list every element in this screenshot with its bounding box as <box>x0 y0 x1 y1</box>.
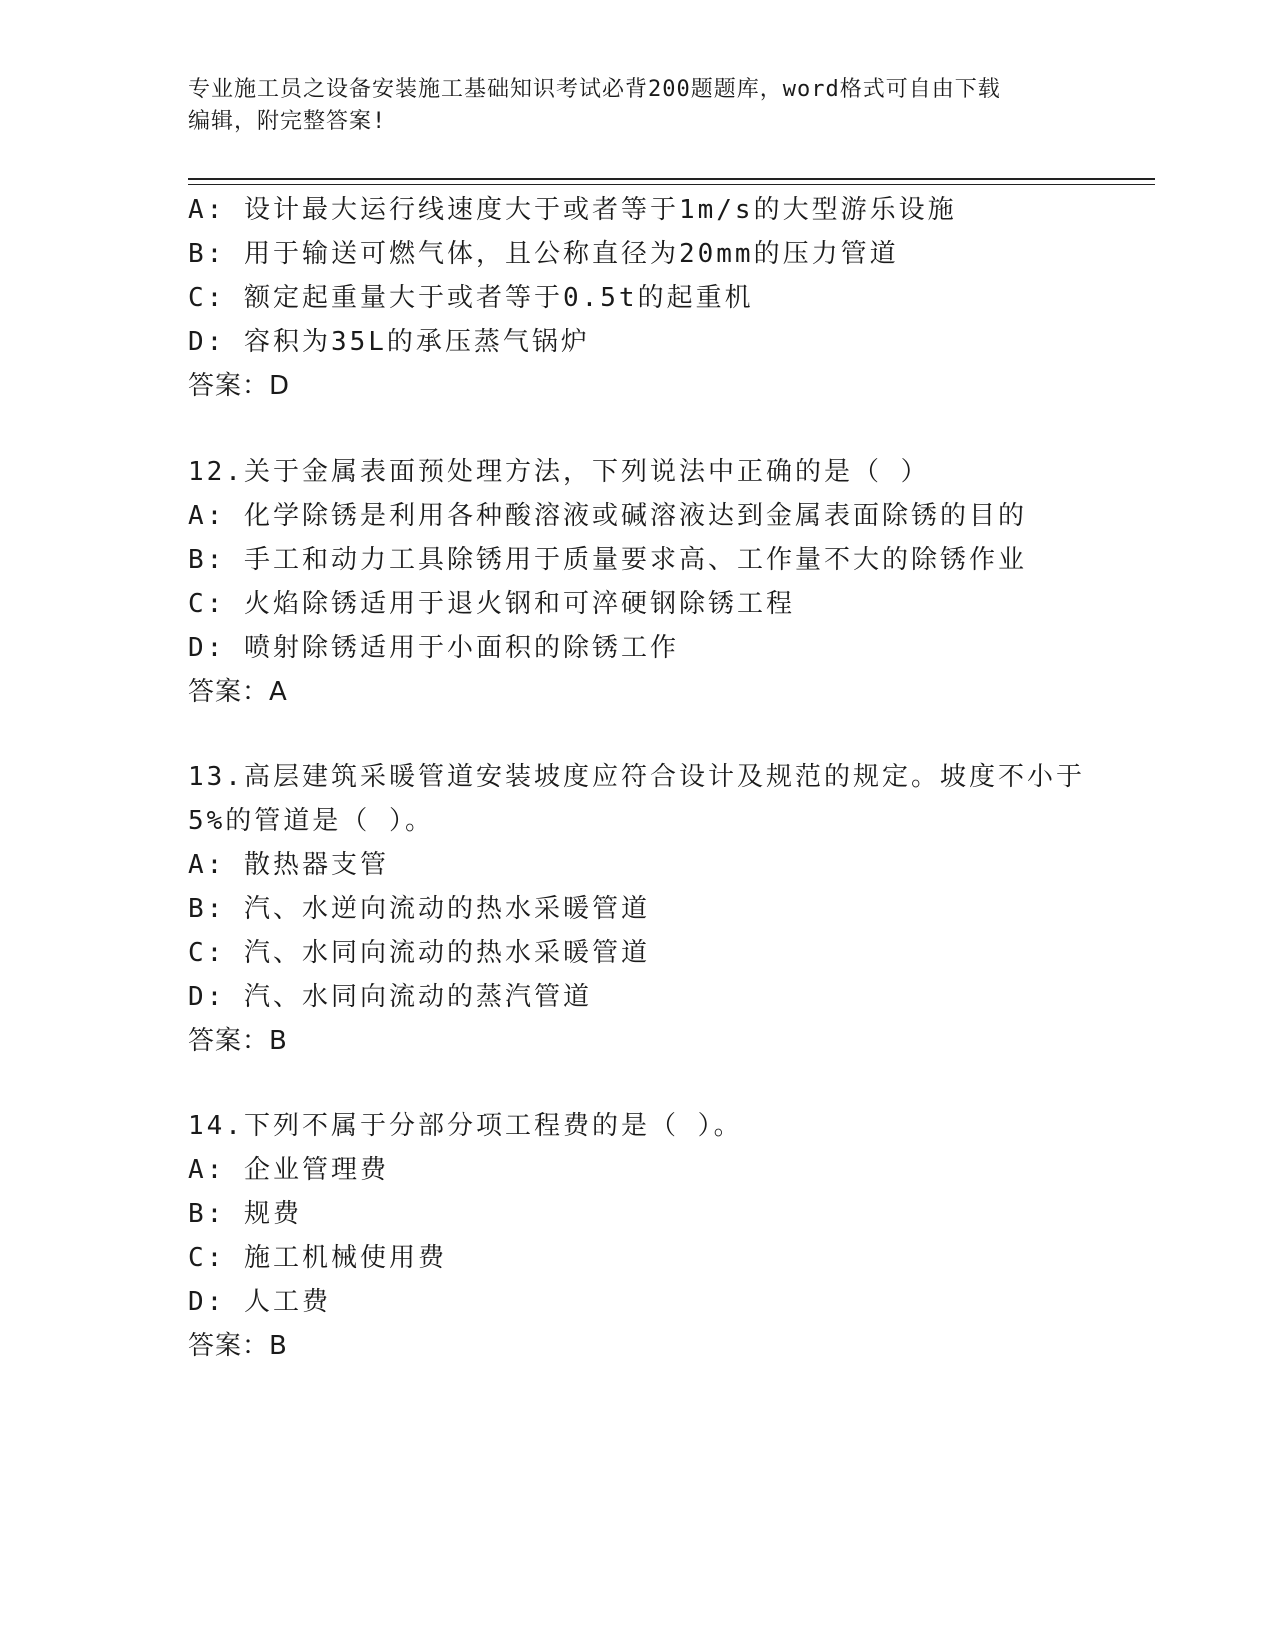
q12-option-b: B: 手工和动力工具除锈用于质量要求高、工作量不大的除锈作业 <box>188 545 1027 575</box>
q12-option-d: D: 喷射除锈适用于小面积的除锈工作 <box>188 633 679 663</box>
header-title-line-1: 专业施工员之设备安装施工基础知识考试必背200题题库，word格式可自由下载 <box>188 77 1001 102</box>
header-divider-thick <box>188 178 1155 180</box>
q13-option-b: B: 汽、水逆向流动的热水采暖管道 <box>188 894 650 924</box>
q14-option-c: C: 施工机械使用费 <box>188 1243 447 1273</box>
q13-answer: 答案：B <box>188 1026 288 1056</box>
q11-option-c: C: 额定起重量大于或者等于0.5t的起重机 <box>188 283 754 313</box>
q12-option-a: A: 化学除锈是利用各种酸溶液或碱溶液达到金属表面除锈的目的 <box>188 501 1027 531</box>
q14-option-d: D: 人工费 <box>188 1287 331 1317</box>
q14-option-b: B: 规费 <box>188 1199 302 1229</box>
q13-option-a: A: 散热器支管 <box>188 850 389 880</box>
q14-option-a: A: 企业管理费 <box>188 1155 389 1185</box>
q13-option-d: D: 汽、水同向流动的蒸汽管道 <box>188 982 592 1012</box>
q13-question-line-1: 13.高层建筑采暖管道安装坡度应符合设计及规范的规定。坡度不小于 <box>188 762 1085 792</box>
q14-question: 14.下列不属于分部分项工程费的是（ ）。 <box>188 1111 743 1141</box>
q13-option-c: C: 汽、水同向流动的热水采暖管道 <box>188 938 650 968</box>
header-divider-thin <box>188 184 1155 185</box>
header-title-line-2: 编辑，附完整答案! <box>188 109 387 134</box>
q12-option-c: C: 火焰除锈适用于退火钢和可淬硬钢除锈工程 <box>188 589 795 619</box>
q12-question: 12.关于金属表面预处理方法，下列说法中正确的是（ ） <box>188 457 930 487</box>
document-header <box>188 74 1068 138</box>
q11-answer: 答案：D <box>188 371 291 401</box>
q13-question-line-2: 5%的管道是（ ）。 <box>188 806 434 836</box>
q12-answer: 答案：A <box>188 677 288 707</box>
q11-option-d: D: 容积为35L的承压蒸气锅炉 <box>188 327 590 357</box>
q14-answer: 答案：B <box>188 1331 288 1361</box>
q11-option-a: A: 设计最大运行线速度大于或者等于1m/s的大型游乐设施 <box>188 195 957 225</box>
q11-option-b: B: 用于输送可燃气体，且公称直径为20mm的压力管道 <box>188 239 899 269</box>
